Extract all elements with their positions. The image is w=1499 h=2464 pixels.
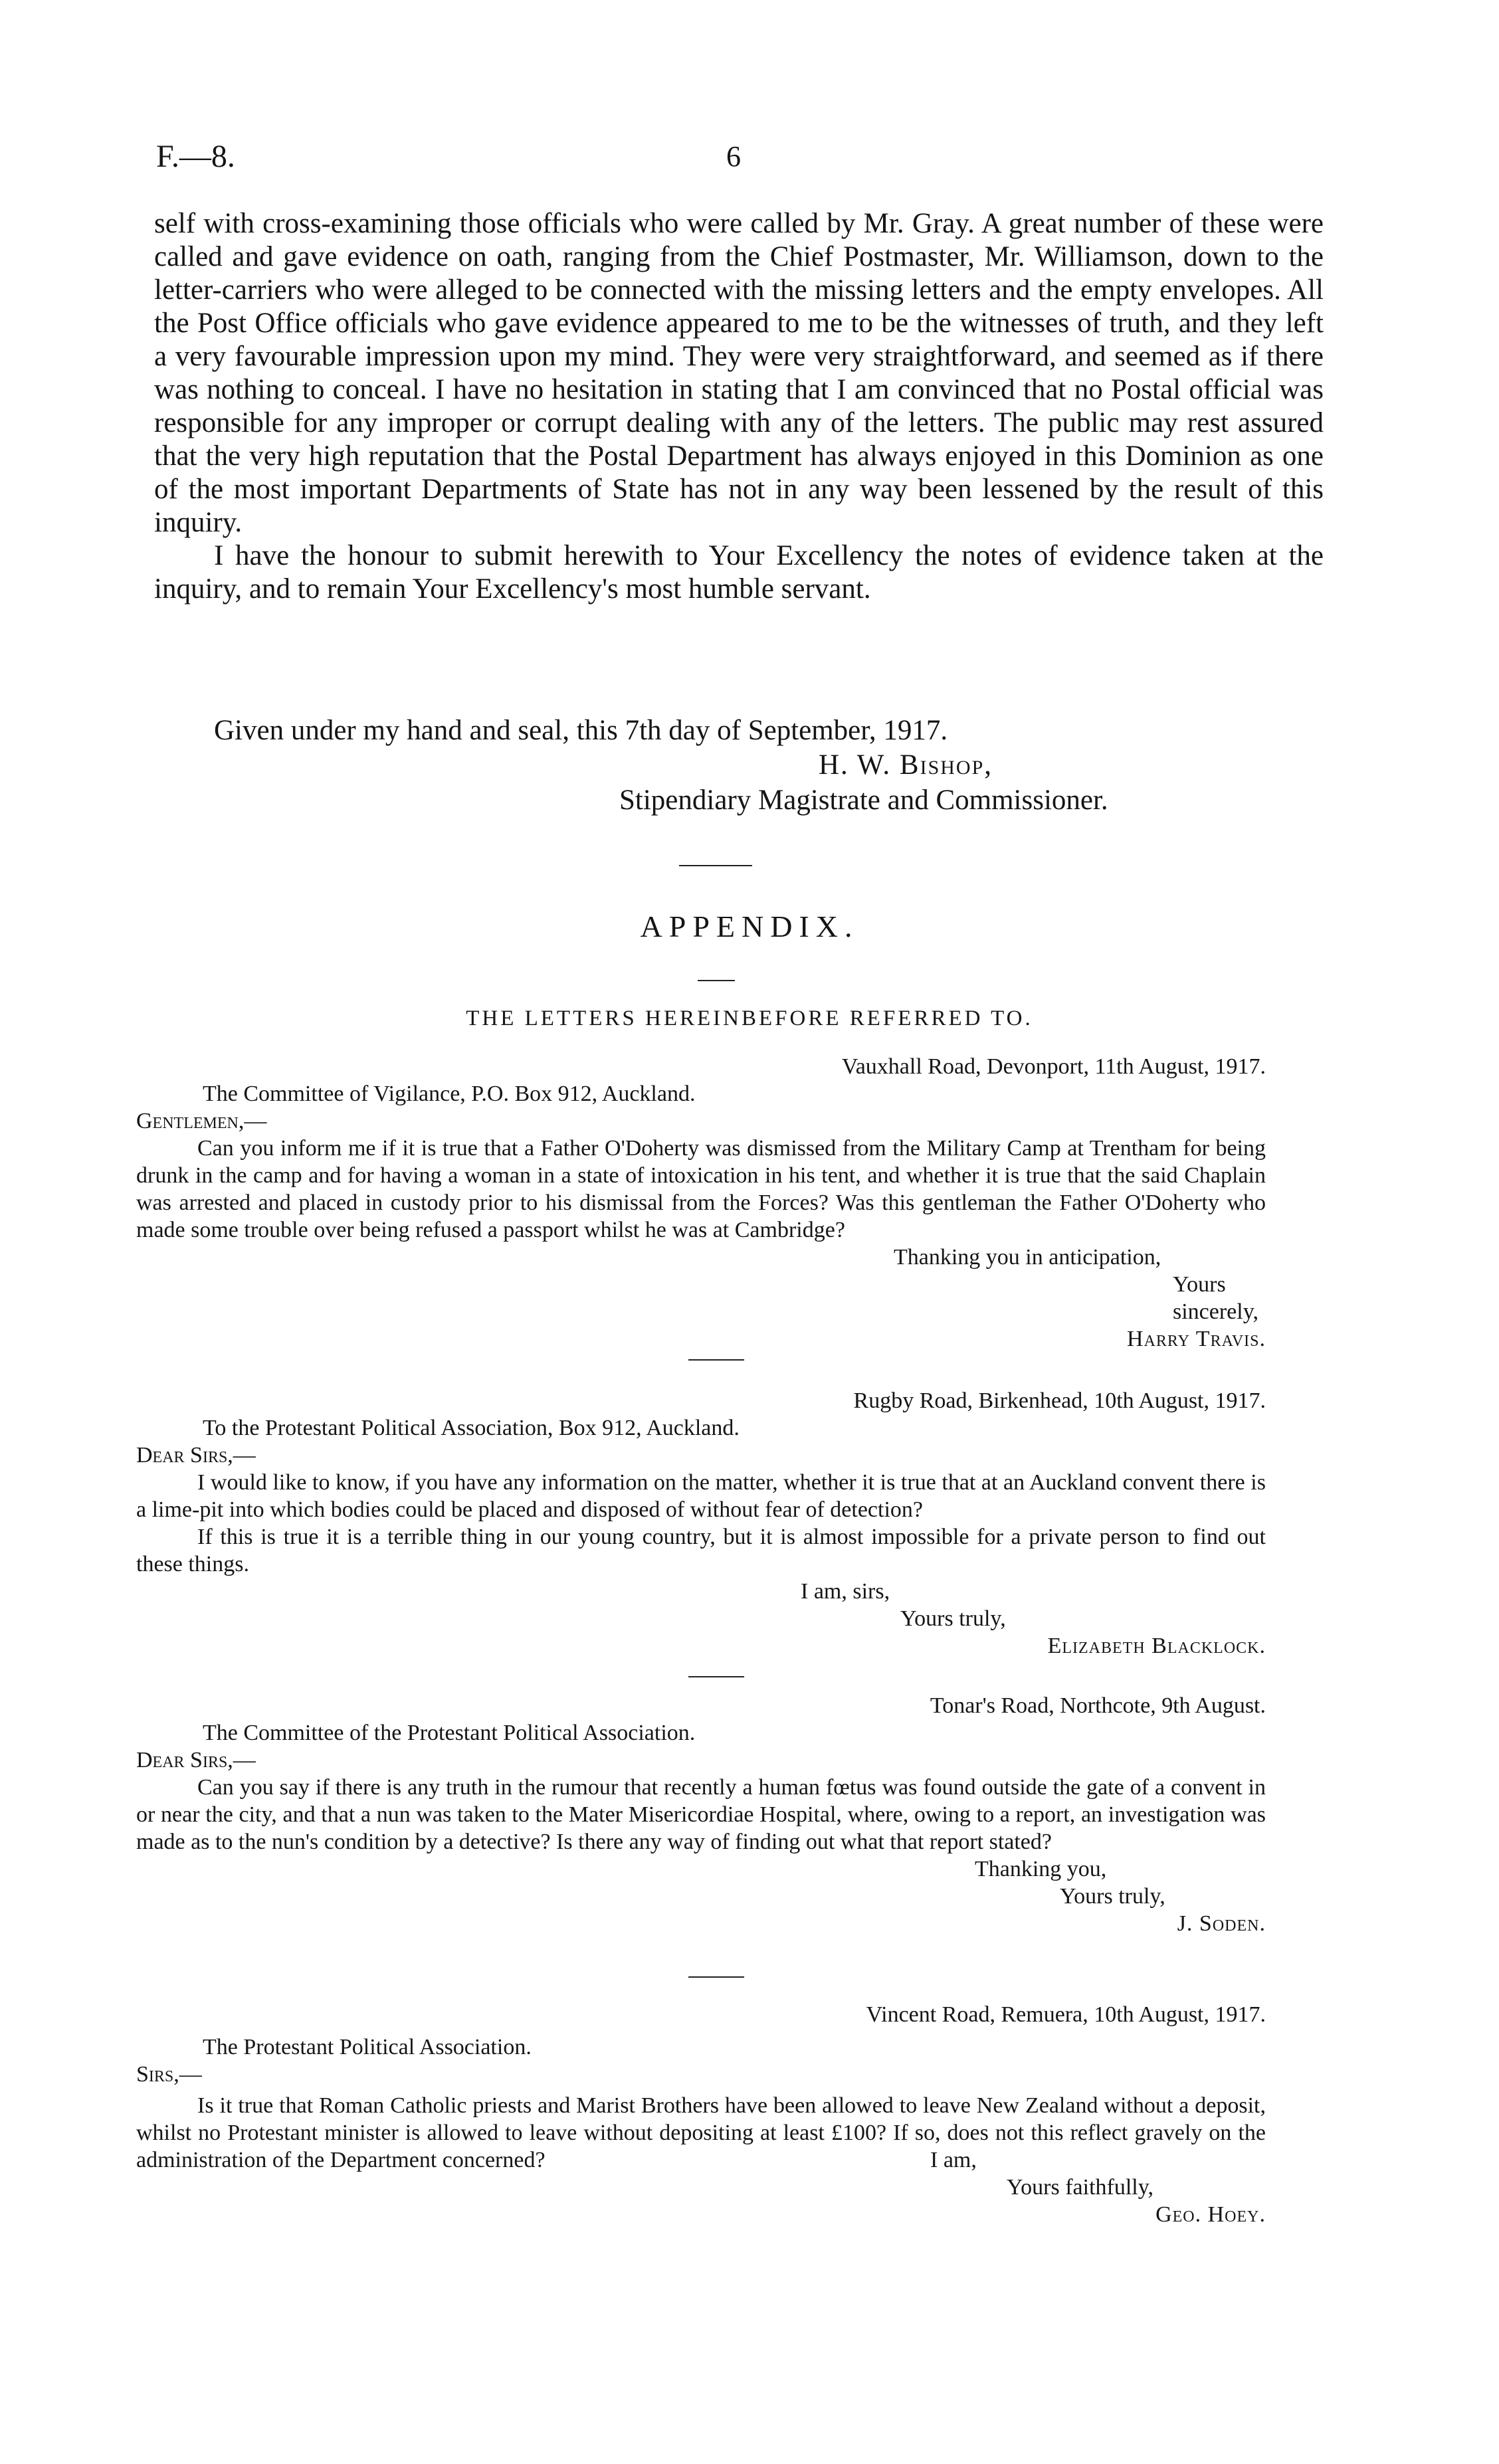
letter-address: Vauxhall Road, Devonport, 11th August, 1917. (841, 1054, 1266, 1079)
report-paragraph: I have the honour to submit herewith to Your Excellency the notes of evidence taken at the inquiry, and to remain Your Excellency's most humble servant. (154, 540, 1324, 605)
appendix-title: APPENDIX. (640, 909, 859, 943)
letter-signature: Harry Travis. (1127, 1327, 1266, 1351)
signatory-name: H. W. Bishop, (819, 749, 993, 781)
letter-paragraph: Can you say if there is any truth in the rumour that recently a human fœtus was found outside the gate of a convent in or near the city, and that a nun was taken to the Mater Misericordiae Hospital, where, owing to a report, an investigation was made as to the nun's condition by a detective? Is there any way of finding out what that report stated? (136, 1775, 1266, 1854)
letter (136, 1053, 1266, 1353)
section-divider (679, 865, 752, 866)
letter-closing: I am, (930, 2148, 977, 2172)
letter-closing: Thanking you, (975, 1857, 1107, 1881)
signatory-title: Stipendiary Magistrate and Commissioner. (619, 785, 1108, 816)
letter-closing: Yours truly, (900, 1606, 1006, 1631)
letter-divider (688, 1359, 744, 1361)
letter-paragraph: Can you inform me if it is true that a Father O'Doherty was dismissed from the Military Camp at Trentham for being drunk in the camp and for having a woman in a state of intoxication in his tent, and whether it is true that the said Chaplain was arrested and placed in custody prior to his dismissal from the Forces? Was this gentleman the Father O'Doherty who made some trouble over being refused a passport whilst he was at Cambridge? (136, 1136, 1266, 1242)
letter-signature: Elizabeth Blacklock. (1047, 1634, 1266, 1658)
letter-signature: J. Soden. (1177, 1911, 1266, 1936)
document-reference: F.—8. (156, 139, 235, 174)
letter-closing: I am, sirs, (801, 1579, 890, 1604)
given-under-hand-line: Given under my hand and seal, this 7th day of September, 1917. (214, 715, 948, 746)
letter-recipient: The Committee of the Protestant Political Association. (203, 1721, 696, 1745)
letter-recipient: The Committee of Vigilance, P.O. Box 912, Auckland. (203, 1082, 696, 1106)
letter-address: Vincent Road, Remuera, 10th August, 1917. (866, 2002, 1266, 2027)
letter-divider (688, 1976, 744, 1978)
appendix-subtitle: THE LETTERS HEREINBEFORE REFERRED TO. (466, 1006, 1033, 1030)
letter-paragraph: Is it true that Roman Catholic priests and Marist Brothers have been allowed to leave New Zealand without a deposit, whilst no Protestant minister is allowed to leave without depositing at least £100? If so, does not this reflect gravely on the administration of the Department concerned? (136, 2093, 1266, 2172)
letter-recipient: The Protestant Political Association. (203, 2035, 532, 2059)
letter-salutation: Sirs,— (136, 2062, 202, 2087)
report-body (154, 207, 1324, 606)
letter-address: Rugby Road, Birkenhead, 10th August, 1917. (853, 1388, 1266, 1413)
letter-recipient: To the Protestant Political Association, Box 912, Auckland. (203, 1416, 740, 1440)
letter-closing: Thanking you in anticipation, (894, 1245, 1161, 1270)
report-paragraph: self with cross-examining those officials who were called by Mr. Gray. A great number of these were called and gave evidence on oath, ranging from the Chief Postmaster, Mr. Williamson, down to the letter-carriers who were alleged to be connected with the missing letters and the empty envelopes. All the Post Office officials who gave evidence appeared to me to be the witnesses of truth, and they left a very favourable impression upon my mind. They were very straightforward, and seemed as if there was nothing to conceal. I have no hesitation in stating that I am convinced that no Postal official was responsible for any improper or corrupt dealing with any of the letters. The public may rest assured that the very high reputation that the Postal Department has always enjoyed in this Dominion as one of the most important Departments of State has not in any way been lessened by the result of this inquiry. (154, 208, 1324, 538)
letter-divider (688, 1676, 744, 1677)
letter-signature: Geo. Hoey. (1155, 2202, 1266, 2227)
letter-paragraph: If this is true it is a terrible thing in our young country, but it is almost impossible for a private person to find out these things. (136, 1525, 1266, 1576)
letter-closing: Yours sincerely, (1173, 1272, 1259, 1324)
letter-paragraph: I would like to know, if you have any information on the matter, whether it is true that at an Auckland convent there is a lime-pit into which bodies could be placed and disposed of without fear of detection? (136, 1470, 1266, 1522)
letter-closing: Yours truly, (1060, 1884, 1165, 1909)
letter-address: Tonar's Road, Northcote, 9th August. (930, 1693, 1266, 1718)
letter (136, 1387, 1266, 1659)
section-divider (698, 980, 735, 981)
letter-salutation: Dear Sirs,— (136, 1748, 256, 1772)
letter-salutation: Dear Sirs,— (136, 1443, 256, 1468)
letter (136, 2001, 1266, 2228)
letter-closing: Yours faithfully, (1007, 2175, 1154, 2200)
letter (136, 1692, 1266, 1937)
letter-salutation: Gentlemen,— (136, 1109, 267, 1133)
page-number: 6 (726, 140, 741, 173)
